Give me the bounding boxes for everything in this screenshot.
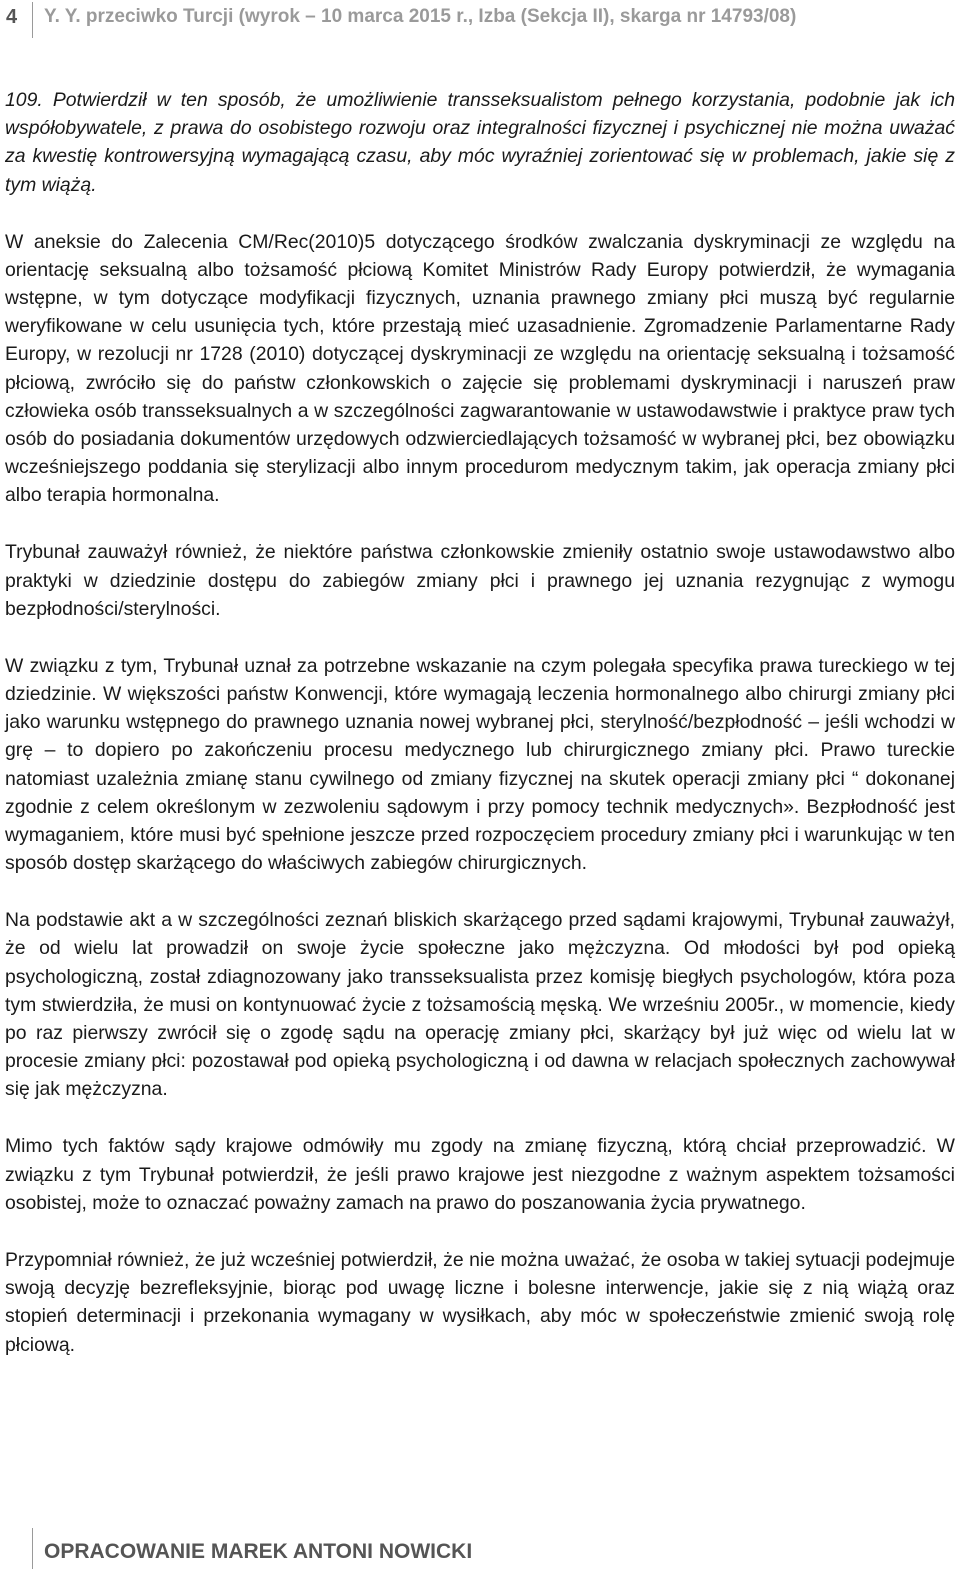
- paragraph-member-states: Trybunał zauważył również, że niektóre państwa członkowskie zmieniły ostatnio swoje ustawodawstwo albo praktyki w dziedzinie dostępu do zabiegów zmiany płci i prawnego jej uznania rezygnując z wymogu bezpłodności/sterylności.: [5, 541, 955, 620]
- paragraph-refusal: Mimo tych faktów sądy krajowe odmówiły mu zgody na zmianę fizyczną, którą chciał przeprowadzić. W związku z tym Trybunał potwierdził, że jeśli prawo krajowe jest niezgodne z ważnym aspektem tożsamości osobistej, może to oznaczać poważny zamach na prawo do poszanowania życia prywatnego.: [5, 1135, 955, 1214]
- paragraph-case-facts: Na podstawie akt a w szczególności zeznań bliskich skarżącego przed sądami krajowymi, Trybunał zauważył, że od wielu lat prowadził on swoje życie społeczne jako mężczyzna. Od młodości był pod opieką psychologiczną, został zdiagnozowany jako transseksualista przez komisję biegłych psychologów, która poza tym stwierdziła, że musi on kontynuować życie z tożsamością męską. We wrześniu 2005r., w momencie, kiedy po raz pierwszy zwrócił się o zgodę sądu na operację zmiany płci, skarżący był już więc od wielu lat w procesie zmiany płci: pozostawał pod opieką psychologiczną i od dawna w relacjach społecznych zachowywał się jak mężczyzna.: [5, 909, 955, 1101]
- page-number: 4: [6, 6, 18, 28]
- paragraph-109: 109. Potwierdził w ten sposób, że umożliwienie transseksualistom pełnego korzystania, podobnie jak ich współobywatele, z prawa do osobistego rozwoju oraz integralności fizycznej i psychicznej nie można uważać za kwestię kontrowersyjną wymagającą czasu, aby móc wyraźniej zorientować się w problemach, jakie się z tym wiążą.: [5, 89, 955, 196]
- running-header-title: Y. Y. przeciwko Turcji (wyrok – 10 marca 2015 r., Izba (Sekcja II), skarga nr 14793/08): [44, 6, 797, 27]
- footer-divider: [32, 1528, 33, 1569]
- paragraph-recommendation-annex: W aneksie do Zalecenia CM/Rec(2010)5 dotyczącego środków zwalczania dyskryminacji ze względu na orientację seksualną albo tożsamość płciową Komitet Ministrów Rady Europy potwierdził, że wymagania wstępne, w tym dotyczące modyfikacji fizycznych, uznania prawnego zmiany płci muszą być regularnie weryfikowane w celu usunięcia tych, które przestają mieć uzasadnienie. Zgromadzenie Parlamentarne Rady Europy, w rezolucji nr 1728 (2010) dotyczącej dyskryminacji ze względu na orientację seksualną i tożsamość płciową, zwróciło się do państw członkowskich o zajęcie się problemami dyskryminacji i naruszeń praw człowieka osób transseksualnych a w szczególności zagwarantowanie w ustawodawstwie i praktyce praw tych osób do posiadania dokumentów urzędowych odzwierciedlających tożsamość w wybranej płci, bez obowiązku wcześniejszego poddania się sterylizacji albo innym procedurom medycznym takim, jak operacja zmiany płci albo terapia hormonalna.: [5, 230, 955, 507]
- page-footer: [0, 1528, 960, 1569]
- paragraph-reminder: Przypomniał również, że już wcześniej potwierdził, że nie można uważać, że osoba w takiej sytuacji podejmuje swoją decyzję bezrefleksyjnie, biorąc pod uwagę liczne i bolesne interwencje, jakie się z nią wiążą oraz stopień determinacji i przekonania wymagany w wysiłkach, aby móc w społeczeństwie zmienić swoją rolę płciową.: [5, 1248, 955, 1356]
- paragraph-turkish-law: W związku z tym, Trybunał uznał za potrzebne wskazanie na czym polegała specyfika prawa tureckiego w tej dziedzinie. W większości państw Konwencji, które wymagają leczenia hormonalnego albo chirurgi zmiany płci jako warunku wstępnego do prawnego uznania nowej wybranej płci, sterylność/bezpłodność – jeśli wchodzi w grę – to dopiero po zakończeniu procesu medycznego lub chirurgicznego zmiany płci. Prawo tureckie natomiast uzależnia zmianę stanu cywilnego od zmiany fizycznej na skutek operacji zmiany płci “ dokonanej zgodnie z celem określonym w zezwoleniu sądowym i przy pomocy technik medycznych». Bezpłodność jest wymaganiem, które musi być spełnione jeszcze przed rozpoczęciem procedury zmiany płci i warunkując w ten sposób dostęp skarżącego do właściwych zabiegów chirurgicznych.: [5, 654, 955, 875]
- header-divider: [32, 2, 33, 38]
- footer-author: OPRACOWANIE MAREK ANTONI NOWICKI: [44, 1540, 473, 1563]
- page-header: [0, 0, 960, 44]
- document-body: [5, 86, 955, 1359]
